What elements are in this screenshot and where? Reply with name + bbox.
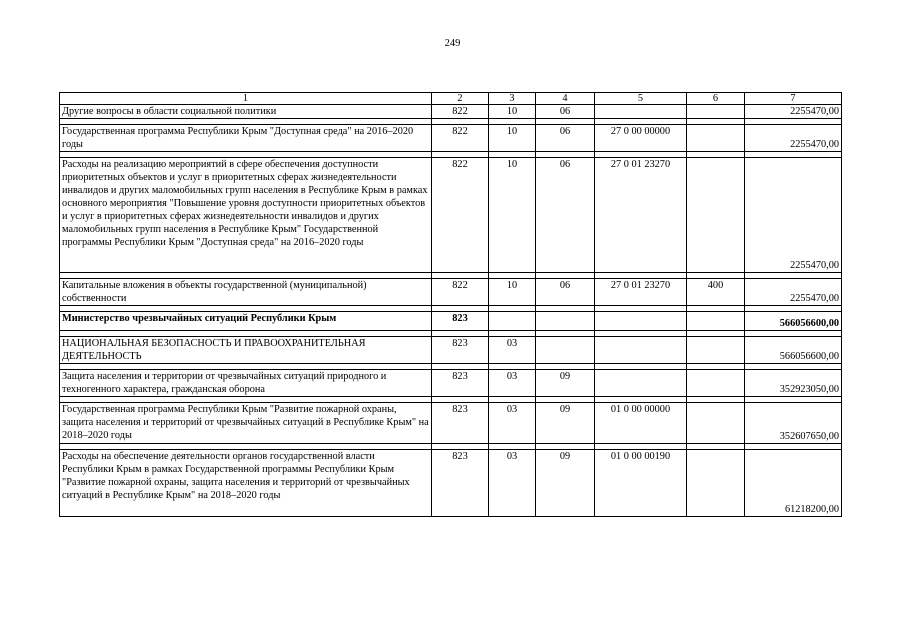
section-cell: 10 (489, 158, 536, 273)
budget-table (59, 92, 842, 517)
target-article-cell (595, 312, 687, 331)
table-row (60, 312, 842, 331)
table-row (60, 158, 842, 273)
code-cell: 822 (432, 158, 489, 273)
row-description: НАЦИОНАЛЬНАЯ БЕЗОПАСНОСТЬ И ПРАВООХРАНИТЕЛЬНАЯ ДЕЯТЕЛЬНОСТЬ (60, 337, 432, 364)
subsection-cell: 06 (536, 105, 595, 119)
table-row (60, 450, 842, 517)
subsection-cell: 06 (536, 125, 595, 152)
section-cell: 10 (489, 105, 536, 119)
row-description: Расходы на обеспечение деятельности органов государственной власти Республики Крым в рамках Государственной программы Республики Крым "Развитие пожарной охраны, защита населения и территорий от чрезвычайных ситуаций в Республике Крым" на 2018–2020 годы (60, 450, 432, 517)
row-description: Капитальные вложения в объекты государственной (муниципальной) собственности (60, 279, 432, 306)
amount-cell: 566056600,00 (745, 337, 842, 364)
section-cell: 03 (489, 337, 536, 364)
row-description: Защита населения и территории от чрезвычайных ситуаций природного и техногенного характера, гражданская оборона (60, 370, 432, 397)
section-cell: 10 (489, 125, 536, 152)
header-row (60, 93, 842, 105)
expense-type-cell (687, 125, 745, 152)
amount-cell: 352923050,00 (745, 370, 842, 397)
target-article-cell: 27 0 01 23270 (595, 158, 687, 273)
column-header: 1 (60, 93, 432, 105)
code-cell: 823 (432, 370, 489, 397)
expense-type-cell (687, 312, 745, 331)
expense-type-cell (687, 370, 745, 397)
expense-type-cell (687, 450, 745, 517)
amount-cell: 352607650,00 (745, 403, 842, 444)
amount-cell: 2255470,00 (745, 125, 842, 152)
subsection-cell: 09 (536, 403, 595, 444)
amount-cell: 566056600,00 (745, 312, 842, 331)
table-row (60, 105, 842, 119)
subsection-cell: 06 (536, 279, 595, 306)
column-header: 2 (432, 93, 489, 105)
table-row (60, 337, 842, 364)
column-header: 7 (745, 93, 842, 105)
code-cell: 822 (432, 105, 489, 119)
target-article-cell (595, 370, 687, 397)
expense-type-cell (687, 403, 745, 444)
code-cell: 823 (432, 337, 489, 364)
amount-cell: 2255470,00 (745, 105, 842, 119)
target-article-cell (595, 105, 687, 119)
code-cell: 823 (432, 403, 489, 444)
target-article-cell: 27 0 01 23270 (595, 279, 687, 306)
row-description: Расходы на реализацию мероприятий в сфере обеспечения доступности приоритетных объектов и услуг в приоритетных сферах жизнедеятельности инвалидов и других маломобильных групп населения в Республике Крым в рамках основного мероприятия "Повышение уровня доступности приоритетных объектов и услуг в приоритетных сферах жизнедеятельности инвалидов и других маломобильных групп населения в Республике Крым" Государственной программы Республики Крым "Доступная среда" на 2016–2020 годы (60, 158, 432, 273)
subsection-cell: 09 (536, 370, 595, 397)
subsection-cell: 06 (536, 158, 595, 273)
code-cell: 823 (432, 312, 489, 331)
amount-cell: 2255470,00 (745, 158, 842, 273)
subsection-cell (536, 337, 595, 364)
row-description: Другие вопросы в области социальной политики (60, 105, 432, 119)
code-cell: 823 (432, 450, 489, 517)
table-row (60, 370, 842, 397)
target-article-cell: 01 0 00 00190 (595, 450, 687, 517)
subsection-cell (536, 312, 595, 331)
column-header: 3 (489, 93, 536, 105)
amount-cell: 2255470,00 (745, 279, 842, 306)
target-article-cell (595, 337, 687, 364)
expense-type-cell: 400 (687, 279, 745, 306)
subsection-cell: 09 (536, 450, 595, 517)
page-number: 249 (444, 38, 461, 49)
row-description: Министерство чрезвычайных ситуаций Республики Крым (60, 312, 432, 331)
table-row (60, 403, 842, 444)
target-article-cell: 01 0 00 00000 (595, 403, 687, 444)
table-row (60, 125, 842, 152)
section-cell: 03 (489, 450, 536, 517)
row-description: Государственная программа Республики Крым "Доступная среда" на 2016–2020 годы (60, 125, 432, 152)
column-header: 6 (687, 93, 745, 105)
column-header: 4 (536, 93, 595, 105)
column-header: 5 (595, 93, 687, 105)
code-cell: 822 (432, 125, 489, 152)
row-description: Государственная программа Республики Крым "Развитие пожарной охраны, защита населения и территорий от чрезвычайных ситуаций в Республике Крым" на 2018–2020 годы (60, 403, 432, 444)
expense-type-cell (687, 158, 745, 273)
expense-type-cell (687, 337, 745, 364)
expense-type-cell (687, 105, 745, 119)
section-cell: 10 (489, 279, 536, 306)
section-cell (489, 312, 536, 331)
target-article-cell: 27 0 00 00000 (595, 125, 687, 152)
table-row (60, 279, 842, 306)
section-cell: 03 (489, 403, 536, 444)
code-cell: 822 (432, 279, 489, 306)
section-cell: 03 (489, 370, 536, 397)
amount-cell: 61218200,00 (745, 450, 842, 517)
